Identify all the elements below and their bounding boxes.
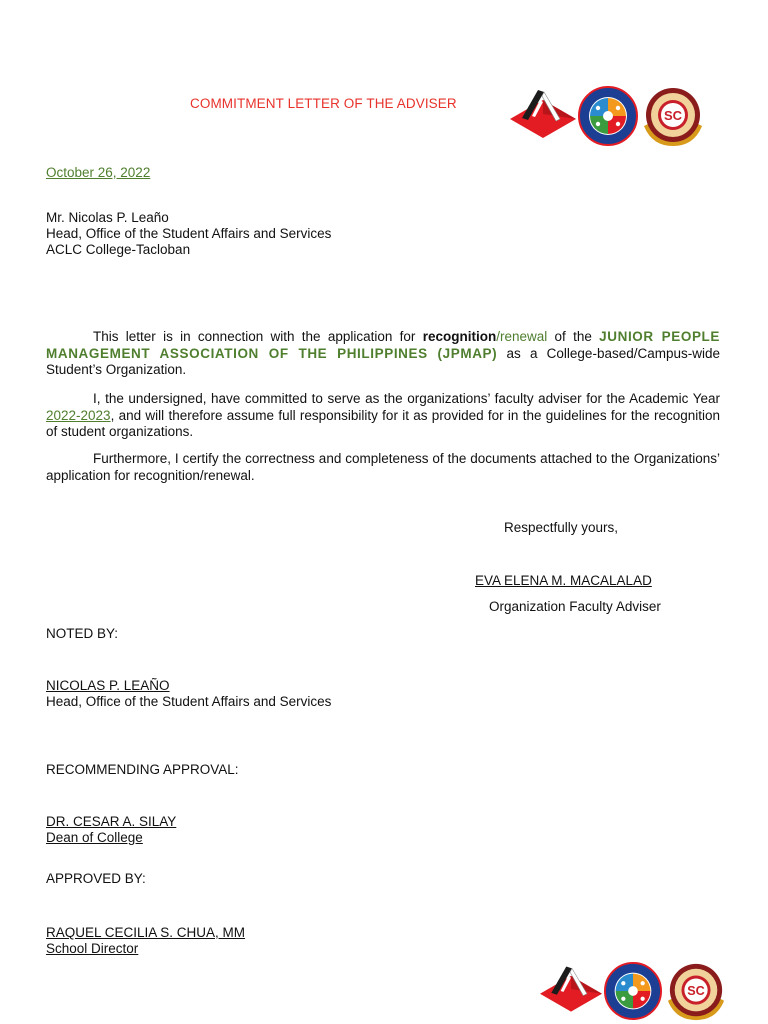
director-title: School Director [46, 941, 139, 956]
sc-seal-letters: SC [663, 108, 683, 123]
letter-date: October 26, 2022 [46, 165, 151, 180]
noted-by-label: NOTED BY: [46, 626, 119, 641]
renewal-word: /renewal [496, 329, 548, 344]
director-name: RAQUEL CECILIA S. CHUA, MM [46, 925, 246, 940]
body-paragraph-1: This letter is in connection with the application for recognition/renewal of the JUNIOR PEOPLE MANAGEMENT ASSOCIATION OF THE PHILIPPINES (JPMAP) as a College-based/Campus-wide Student’s Organization. [46, 329, 721, 377]
approved-block [46, 925, 245, 957]
recipient-name: Mr. Nicolas P. Leaño [46, 210, 169, 225]
recipient-block [46, 210, 331, 258]
noted-by-name: NICOLAS P. LEAÑO [46, 678, 170, 693]
osa-seal-bottom [604, 962, 662, 1020]
osa-seal-top [578, 86, 638, 146]
recipient-position: Head, Office of the Student Affairs and Services [46, 226, 332, 241]
aclc-logo-top [510, 86, 576, 144]
dean-name: DR. CESAR A. SILAY [46, 814, 177, 829]
organization-name: JUNIOR PEOPLE MANAGEMENT ASSOCIATION OF THE PHILIPPINES (JPMAP) [46, 329, 720, 361]
noted-by-block [46, 678, 331, 710]
closing: Respectfully yours, [504, 520, 619, 535]
recognition-word: recognition [422, 329, 497, 344]
body-paragraph-2: I, the undersigned, have committed to serve as the organizations’ faculty adviser for the Academic Year 2022-2023, and will therefore assume full responsibility for it as provided for in the guidelines for the recognition of student organizations. [46, 391, 720, 439]
recommending-approval-label: RECOMMENDING APPROVAL: [46, 762, 239, 777]
adviser-name: EVA ELENA M. MACALALAD [475, 573, 652, 588]
approved-by-label: APPROVED BY: [46, 871, 146, 886]
sc-seal-bottom [664, 962, 728, 1022]
sc-seal-letters-bottom: SC [687, 983, 705, 998]
adviser-title: Organization Faculty Adviser [489, 599, 661, 614]
sc-seal-top [640, 86, 706, 148]
recommending-block [46, 814, 176, 846]
document-title: COMMITMENT LETTER OF THE ADVISER [190, 96, 457, 111]
noted-by-title: Head, Office of the Student Affairs and Services [46, 694, 332, 709]
academic-year: 2022-2023 [46, 407, 111, 423]
dean-title: Dean of College [46, 830, 143, 845]
body-paragraph-3: Furthermore, I certify the correctness and completeness of the documents attached to the Organizations’ application for recognition/renewal. [46, 451, 720, 483]
recipient-school: ACLC College-Tacloban [46, 242, 191, 257]
aclc-logo-bottom [540, 962, 602, 1018]
